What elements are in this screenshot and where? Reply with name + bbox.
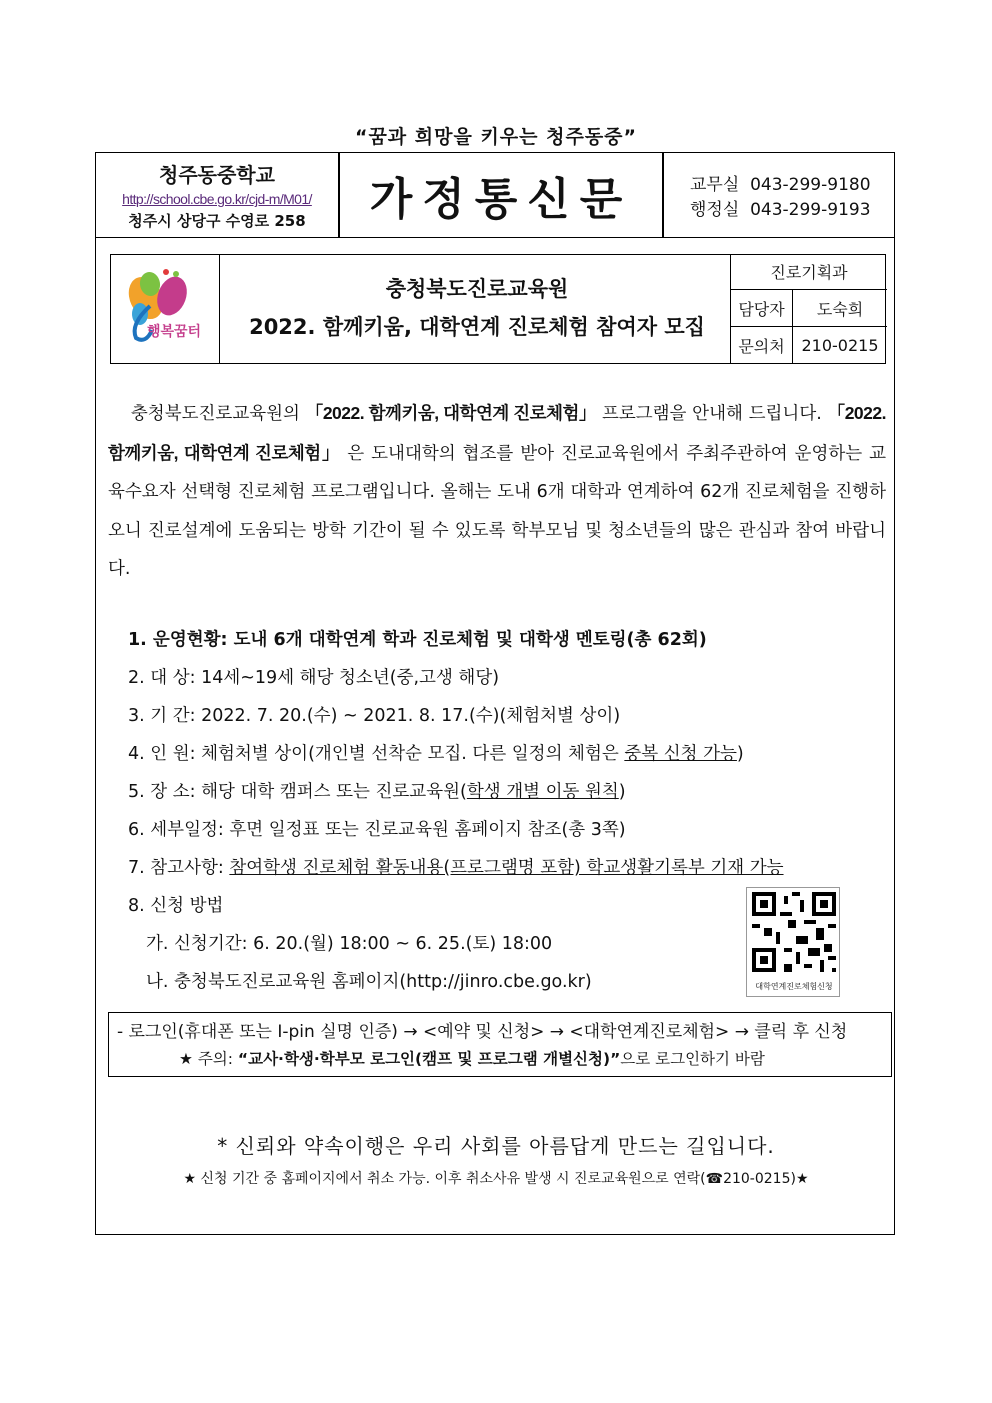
doc-title: 가정통신문	[339, 152, 663, 238]
dept-table	[730, 254, 886, 364]
logo	[110, 254, 220, 364]
school-address: 청주시 상당구 수영로 258	[128, 212, 306, 230]
trust-slogan: * 신뢰와 약속이행은 우리 사회를 아름답게 만드는 길입니다.	[217, 1134, 775, 1158]
svg-text:행복꿈터: 행복꿈터	[146, 324, 202, 340]
list-item: 6. 세부일정: 후면 일정표 또는 진로교육원 홈페이지 참조(총 3쪽)	[128, 820, 626, 840]
contact-block	[663, 152, 895, 238]
contact-label: 문의처	[731, 327, 793, 364]
login-warning: ★ 주의: “교사·학생·학부모 로그인(캠프 및 프로그램 개별신청)”으로 로그인하기 바람	[179, 1050, 765, 1068]
school-url-link[interactable]: http://school.cbe.go.kr/cjd-m/M01/	[122, 191, 312, 207]
qr-code[interactable]	[746, 887, 840, 997]
manager-value: 도숙희	[816, 299, 864, 319]
program-heading	[222, 270, 732, 346]
school-info	[95, 152, 339, 238]
contact-value: 210-0215	[801, 336, 879, 355]
butterfly-logo-icon	[110, 254, 218, 362]
qr-code-icon	[748, 892, 840, 972]
program-title: 2022. 함께키움, 대학연계 진로체험 참여자 모집	[249, 315, 705, 339]
list-item: 1. 운영현황: 도내 6개 대학연계 학과 진로체험 및 대학생 멘토링(총 62회)	[128, 630, 707, 650]
intro-paragraph: 충청북도진로교육원의 「2022. 함께키움, 대학연계 진로체험」 프로그램을 안내해 드립니다. 「2022. 함께키움, 대학연계 진로체험」 은 도내대학의 협조를 받아 진로교육원에서 주최주관하여 운영하는 교육수요자 선택형 진로체험 프로그램입니다. 올해는 도내 6개 대학과 연계하여 62개 진로체험을 진행하오니 진로설계에 도움되는 방학 기간이 될 수 있도록 학부모님 및 청소년들의 많은 관심과 참여 바랍니다.	[108, 403, 886, 579]
manager-label: 담당자	[731, 290, 793, 326]
motto: “꿈과 희망을 키우는 청주동중”	[354, 126, 638, 148]
manager-row	[731, 290, 887, 327]
dept-row	[731, 254, 887, 290]
login-steps: - 로그인(휴대폰 또는 I-pin 실명 인증) → <예약 및 신청> → <대학연계진로체험> → 클릭 후 신청	[117, 1022, 848, 1042]
list-item: 5. 장 소: 해당 대학 캠퍼스 또는 진로교육원(학생 개별 이동 원칙)	[128, 782, 626, 802]
contact-office: 교무실 043-299-9180	[690, 175, 871, 195]
list-subitem-url[interactable]: 나. 충청북도진로교육원 홈페이지(http://jinro.cbe.go.kr)	[146, 972, 592, 992]
dept-name: 진로기획과	[770, 263, 848, 282]
contact-row	[731, 327, 887, 364]
login-notice	[108, 1012, 892, 1077]
org-name: 충청북도진로교육원	[385, 277, 569, 301]
list-item: 3. 기 간: 2022. 7. 20.(수) ~ 2021. 8. 17.(수)(체험처별 상이)	[128, 706, 621, 726]
school-name: 청주동중학교	[159, 163, 275, 187]
cancel-footnote: ★ 신청 기간 중 홈페이지에서 취소 가능. 이후 취소사유 발생 시 진로교육원으로 연락(☎210-0215)★	[183, 1171, 809, 1187]
list-item: 4. 인 원: 체험처별 상이(개인별 선착순 모집. 다른 일정의 체험은 중복 신청 가능)	[128, 744, 744, 764]
qr-caption: 대학연계진로체험신청	[755, 982, 833, 991]
list-subitem: 가. 신청기간: 6. 20.(월) 18:00 ~ 6. 25.(토) 18:00	[146, 934, 553, 954]
list-item: 7. 참고사항: 참여학생 진로체험 활동내용(프로그램명 포함) 학교생활기록부 기재 가능	[128, 858, 784, 878]
list-item: 8. 신청 방법	[128, 896, 224, 916]
contact-admin: 행정실 043-299-9193	[690, 200, 871, 220]
list-item: 2. 대 상: 14세~19세 해당 청소년(중,고생 해당)	[128, 668, 500, 688]
